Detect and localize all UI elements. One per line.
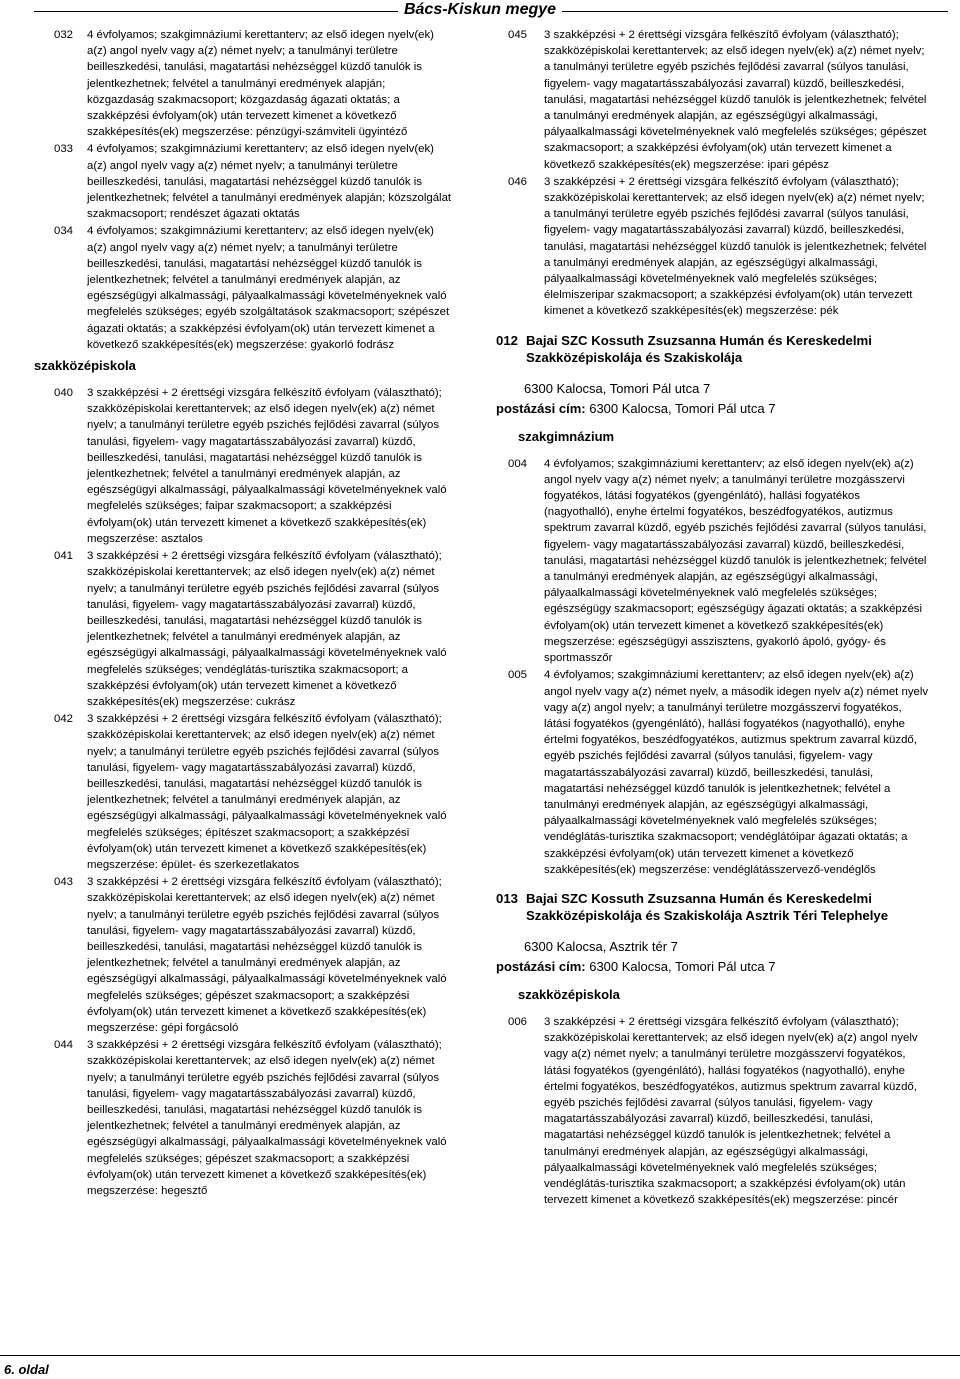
program-entry <box>496 27 930 173</box>
program-entry <box>496 1014 930 1208</box>
program-entry <box>34 548 454 710</box>
page-footer <box>0 1351 960 1379</box>
program-description: 3 szakképzési + 2 érettségi vizsgára felkészítő évfolyam (választható); szakközépiskolai kerettantervek; az első idegen nyelv(ek) a(z) német nyelv; a tanulmányi területre egyéb pszichés fejlődési zavarral (súlyos tanulási, figyelem- vagy magatartásszabályozási zavarral) küzdő, beilleszkedési, tanulási, magatartási nehézséggel küzdő tanulók is jelentkezhetnek; felvétel a tanulmányi eredmények alapján, az egészségügyi alkalmassági, pályaalkalmassági követelményeknek való megfelelés szükséges; gépészet szakmacsoport; a szakképzési évfolyam(ok) után tervezett kimenet a következő szakképesítés(ek) megszerzése: hegesztő <box>87 1039 447 1198</box>
section-heading: szakgimnázium <box>518 428 615 444</box>
program-description: 3 szakképzési + 2 érettségi vizsgára felkészítő évfolyam (választható); szakközépiskolai kerettantervek; az első idegen nyelv(ek) a(z) német nyelv; a tanulmányi területre egyéb pszichés fejlődési zavarral (súlyos tanulási, figyelem- vagy magatartásszabályozási zavarral) küzdő, beilleszkedési, tanulási, magatartási nehézséggel küzdő tanulók is jelentkezhetnek; felvétel a tanulmányi eredmények alapján, az egészségügyi alkalmassági, pályaalkalmassági követelményeknek való megfelelés szükséges; vendéglátás-turisztika szakmacsoport; a szakképzési évfolyam(ok) után tervezett kimenet a következő szakképesítés(ek) megszerzése: cukrász <box>87 550 447 708</box>
institution-name: Bajai SZC Kossuth Zsuzsanna Humán és Kereskedelmi Szakközépiskolája és Szakiskolája Asztrik Téri Telephelye <box>526 890 889 923</box>
program-description: 4 évfolyamos; szakgimnáziumi kerettanterv; az első idegen nyelv(ek) a(z) angol nyelv vagy a(z) német nyelv; a tanulmányi területre mozgásszervi fogyatékos, látási fogyatékos (gyengénlátó), hallási fogyatékos (nagyothalló), enyhe értelmi fogyatékos, beszédfogyatékos, autizmus spektrum zavarral küzdő, egyéb pszichés fejlődési zavarral (súlyos tanulási, figyelem- vagy magatartásszabályozási zavarral) küzdő, beilleszkedési, tanulási, magatartási nehézséggel küzdő tanulók is jelentkezhetnek; felvétel a tanulmányi eredmények alapján, az egészségügyi alkalmassági, pályaalkalmassági követelményeknek való megfelelés szükséges; egészségügy szakmacsoport; egészségügy ágazati oktatás; a szakképzési évfolyam(ok) után tervezett kimenet a következő szakképesítés(ek) megszerzése: egészségügyi asszisztens, gyakorló ápoló, gyógy- és sportmasszőr <box>544 457 927 665</box>
program-code: 041 <box>54 550 74 563</box>
right-column <box>496 27 930 1209</box>
program-entry <box>34 385 454 547</box>
page-number: 6. oldal <box>4 1362 49 1377</box>
program-description: 3 szakképzési + 2 érettségi vizsgára felkészítő évfolyam (választható); szakközépiskolai kerettantervek; az első idegen nyelv(ek) a(z) német nyelv; a tanulmányi területre egyéb pszichés fejlődési zavarral (súlyos tanulási, figyelem- vagy magatartásszabályozási zavarral) küzdő, beilleszkedési, tanulási, magatartási nehézséggel küzdő tanulók is jelentkezhetnek; felvétel a tanulmányi eredmények alapján, az egészségügyi alkalmassági, pályaalkalmassági követelményeknek való megfelelés szükséges; faipar szakmacsoport; a szakképzési évfolyam(ok) után tervezett kimenet a következő szakképesítés(ek) megszerzése: asztalos <box>87 387 447 545</box>
institution-address: 6300 Kalocsa, Tomori Pál utca 7 <box>524 380 711 396</box>
page-header <box>0 0 960 21</box>
program-entry <box>34 27 454 140</box>
postal-address <box>496 958 930 976</box>
program-entry <box>496 174 930 320</box>
footer-rule <box>0 1355 960 1356</box>
section-heading: szakközépiskola <box>34 358 136 374</box>
program-code: 046 <box>508 175 528 188</box>
institution-address: 6300 Kalocsa, Asztrik tér 7 <box>524 938 678 954</box>
program-entry <box>496 456 930 667</box>
program-code: 004 <box>508 457 528 470</box>
program-description: 3 szakképzési + 2 érettségi vizsgára felkészítő évfolyam (választható); szakközépiskolai kerettantervek; az első idegen nyelv(ek) a(z) német nyelv; a tanulmányi területre egyéb pszichés fejlődési zavarral (súlyos tanulási, figyelem- vagy magatartásszabályozási zavarral) küzdő, beilleszkedési, tanulási, magatartási nehézséggel küzdő tanulók is jelentkezhetnek; felvétel a tanulmányi eredmények alapján, az egészségügyi alkalmassági, pályaalkalmassági követelményeknek való megfelelés szükséges; gépészet szakmacsoport; a szakképzési évfolyam(ok) után tervezett kimenet a következő szakképesítés(ek) megszerzése: gépi forgácsoló <box>87 876 447 1034</box>
program-entry <box>496 667 930 878</box>
program-description: 4 évfolyamos; szakgimnáziumi kerettanterv; az első idegen nyelv(ek) a(z) angol nyelv vagy a(z) német nyelv; a tanulmányi területre beilleszkedési, tanulási, magatartási nehézséggel küzdő tanulók is jelentkezhetnek; felvétel a tanulmányi eredmények alapján, az egészségügyi alkalmassági, pályaalkalmassági követelményeknek való megfelelés szükséges; egyéb szolgáltatások szakmacsoport; szépészet ágazati oktatás; a szakképzési évfolyam(ok) után tervezett kimenet a következő szakképesítés(ek) megszerzése: gyakorló fodrász <box>87 225 450 351</box>
program-description: 3 szakképzési + 2 érettségi vizsgára felkészítő évfolyam (választható); szakközépiskolai kerettantervek; az első idegen nyelv(ek) a(z) német nyelv; a tanulmányi területre egyéb pszichés fejlődési zavarral (súlyos tanulási, figyelem- vagy magatartásszabályozási zavarral) küzdő, beilleszkedési, tanulási, magatartási nehézséggel küzdő tanulók is jelentkezhetnek; felvétel a tanulmányi eredmények alapján, az egészségügyi alkalmassági, pályaalkalmassági követelményeknek való megfelelés szükséges; gépészet szakmacsoport; a szakképzési évfolyam(ok) után tervezett kimenet a következő szakképesítés(ek) megszerzése: ipari gépész <box>544 29 927 171</box>
institution-heading <box>496 890 930 924</box>
program-code: 042 <box>54 713 74 726</box>
section-heading: szakközépiskola <box>518 986 620 1002</box>
program-entry <box>34 711 454 873</box>
program-entry <box>34 223 454 353</box>
page-title: Bács-Kiskun megye <box>398 1 562 18</box>
institution-number: 012 <box>496 332 519 348</box>
program-code: 032 <box>54 29 74 41</box>
institution-number: 013 <box>496 890 519 906</box>
program-code: 006 <box>508 1015 528 1028</box>
program-description: 3 szakképzési + 2 érettségi vizsgára felkészítő évfolyam (választható); szakközépiskolai kerettantervek; az első idegen nyelv(ek) a(z) német nyelv; a tanulmányi területre egyéb pszichés fejlődési zavarral (súlyos tanulási, figyelem- vagy magatartásszabályozási zavarral) küzdő, beilleszkedési, tanulási, magatartási nehézséggel küzdő tanulók is jelentkezhetnek; felvétel a tanulmányi eredmények alapján, az egészségügyi alkalmassági, pályaalkalmassági követelményeknek való megfelelés szükséges; építészet szakmacsoport; a szakképzési évfolyam(ok) után tervezett kimenet a következő szakképesítés(ek) megszerzése: épület- és szerkezetlakatos <box>87 713 447 871</box>
program-description: 3 szakképzési + 2 érettségi vizsgára felkészítő évfolyam (választható); szakközépiskolai kerettantervek; az első idegen nyelv(ek) a(z) német nyelv; a tanulmányi területre egyéb pszichés fejlődési zavarral (súlyos tanulási, figyelem- vagy magatartásszabályozási zavarral) küzdő, beilleszkedési, tanulási, magatartási nehézséggel küzdő tanulók is jelentkezhetnek; felvétel a tanulmányi eredmények alapján, az egészségügyi alkalmassági, pályaalkalmassági követelményeknek való megfelelés szükséges; élelmiszeripar szakmacsoport; a szakképzési évfolyam(ok) után tervezett kimenet a következő szakképesítés(ek) megszerzése: pék <box>544 175 927 318</box>
program-code: 045 <box>508 29 528 41</box>
postal-value: 6300 Kalocsa, Tomori Pál utca 7 <box>589 400 776 416</box>
program-code: 034 <box>54 225 74 238</box>
program-description: 4 évfolyamos; szakgimnáziumi kerettanterv; az első idegen nyelv(ek) a(z) angol nyelv vagy a(z) német nyelv; a tanulmányi területre beilleszkedési, tanulási, magatartási nehézséggel küzdő tanulók is jelentkezhetnek; felvétel a tanulmányi eredmények alapján; közszolgálat szakmacsoport; rendészet ágazati oktatás <box>87 143 452 221</box>
program-description: 3 szakképzési + 2 érettségi vizsgára felkészítő évfolyam (választható); szakközépiskolai kerettantervek; az első idegen nyelv(ek) a(z) angol nyelv vagy a(z) német nyelv; a tanulmányi területre mozgásszervi fogyatékos, látási fogyatékos (gyengénlátó), hallási fogyatékos (nagyothalló), enyhe értelmi fogyatékos, beszédfogyatékos, autizmus spektrum zavarral küzdő, egyéb pszichés fejlődési zavarral (súlyos tanulási, figyelem- vagy magatartásszabályozási zavarral) küzdő, beilleszkedési, tanulási, magatartási nehézséggel küzdő tanulók is jelentkezhetnek; felvétel a tanulmányi eredmények alapján, az egészségügyi alkalmassági, pályaalkalmassági követelményeknek való megfelelés szükséges; vendéglátás-turisztika szakmacsoport; a szakképzési évfolyam(ok) után tervezett kimenet a következő szakképesítés(ek) megszerzése: pincér <box>544 1015 918 1207</box>
left-column <box>34 27 454 1200</box>
postal-label: postázási cím: <box>496 400 586 416</box>
postal-address <box>496 400 930 418</box>
program-description: 4 évfolyamos; szakgimnáziumi kerettanterv; az első idegen nyelv(ek) a(z) angol nyelv vagy a(z) német nyelv; a tanulmányi területre beilleszkedési, tanulási, magatartási nehézséggel küzdő tanulók is jelentkezhetnek; felvétel a tanulmányi eredmények alapján; közgazdaság szakmacsoport; közgazdaság ágazati oktatás; a szakképzési évfolyam(ok) után tervezett kimenet a következő szakképesítés(ek) megszerzése: pénzügyi-számviteli ügyintéző <box>87 29 434 139</box>
program-description: 4 évfolyamos; szakgimnáziumi kerettanterv; az első idegen nyelv(ek) a(z) angol nyelv vagy a(z) német nyelv, a második idegen nyelv a(z) német nyelv vagy a(z) angol nyelv; a tanulmányi területre mozgásszervi fogyatékos, látási fogyatékos (gyengénlátó), hallási fogyatékos (nagyothalló), enyhe értelmi fogyatékos, beszédfogyatékos, autizmus spektrum zavarral küzdő, egyéb pszichés fejlődési zavarral (súlyos tanulási, figyelem- vagy magatartásszabályozási zavarral) küzdő, beilleszkedési, tanulási, magatartási nehézséggel küzdő tanulók is jelentkezhetnek; felvétel a tanulmányi eredmények alapján, az egészségügyi alkalmassági, pályaalkalmassági követelményeknek való megfelelés szükséges; vendéglátás-turisztika szakmacsoport; vendéglátóipar ágazati oktatás; a szakképzési évfolyam(ok) után tervezett kimenet a következő szakképesítés(ek) megszerzése: vendéglátásszervező-vendéglős <box>544 669 929 876</box>
postal-label: postázási cím: <box>496 958 586 974</box>
postal-value: 6300 Kalocsa, Tomori Pál utca 7 <box>589 958 776 974</box>
program-entry <box>34 874 454 1036</box>
program-code: 044 <box>54 1039 74 1052</box>
program-code: 043 <box>54 876 74 889</box>
institution-heading <box>496 332 930 366</box>
institution-name: Bajai SZC Kossuth Zsuzsanna Humán és Kereskedelmi Szakközépiskolája és Szakiskolája <box>526 332 872 365</box>
program-entry <box>34 141 454 222</box>
program-code: 040 <box>54 387 74 400</box>
program-code: 005 <box>508 669 528 682</box>
program-code: 033 <box>54 143 74 156</box>
program-entry <box>34 1037 454 1199</box>
